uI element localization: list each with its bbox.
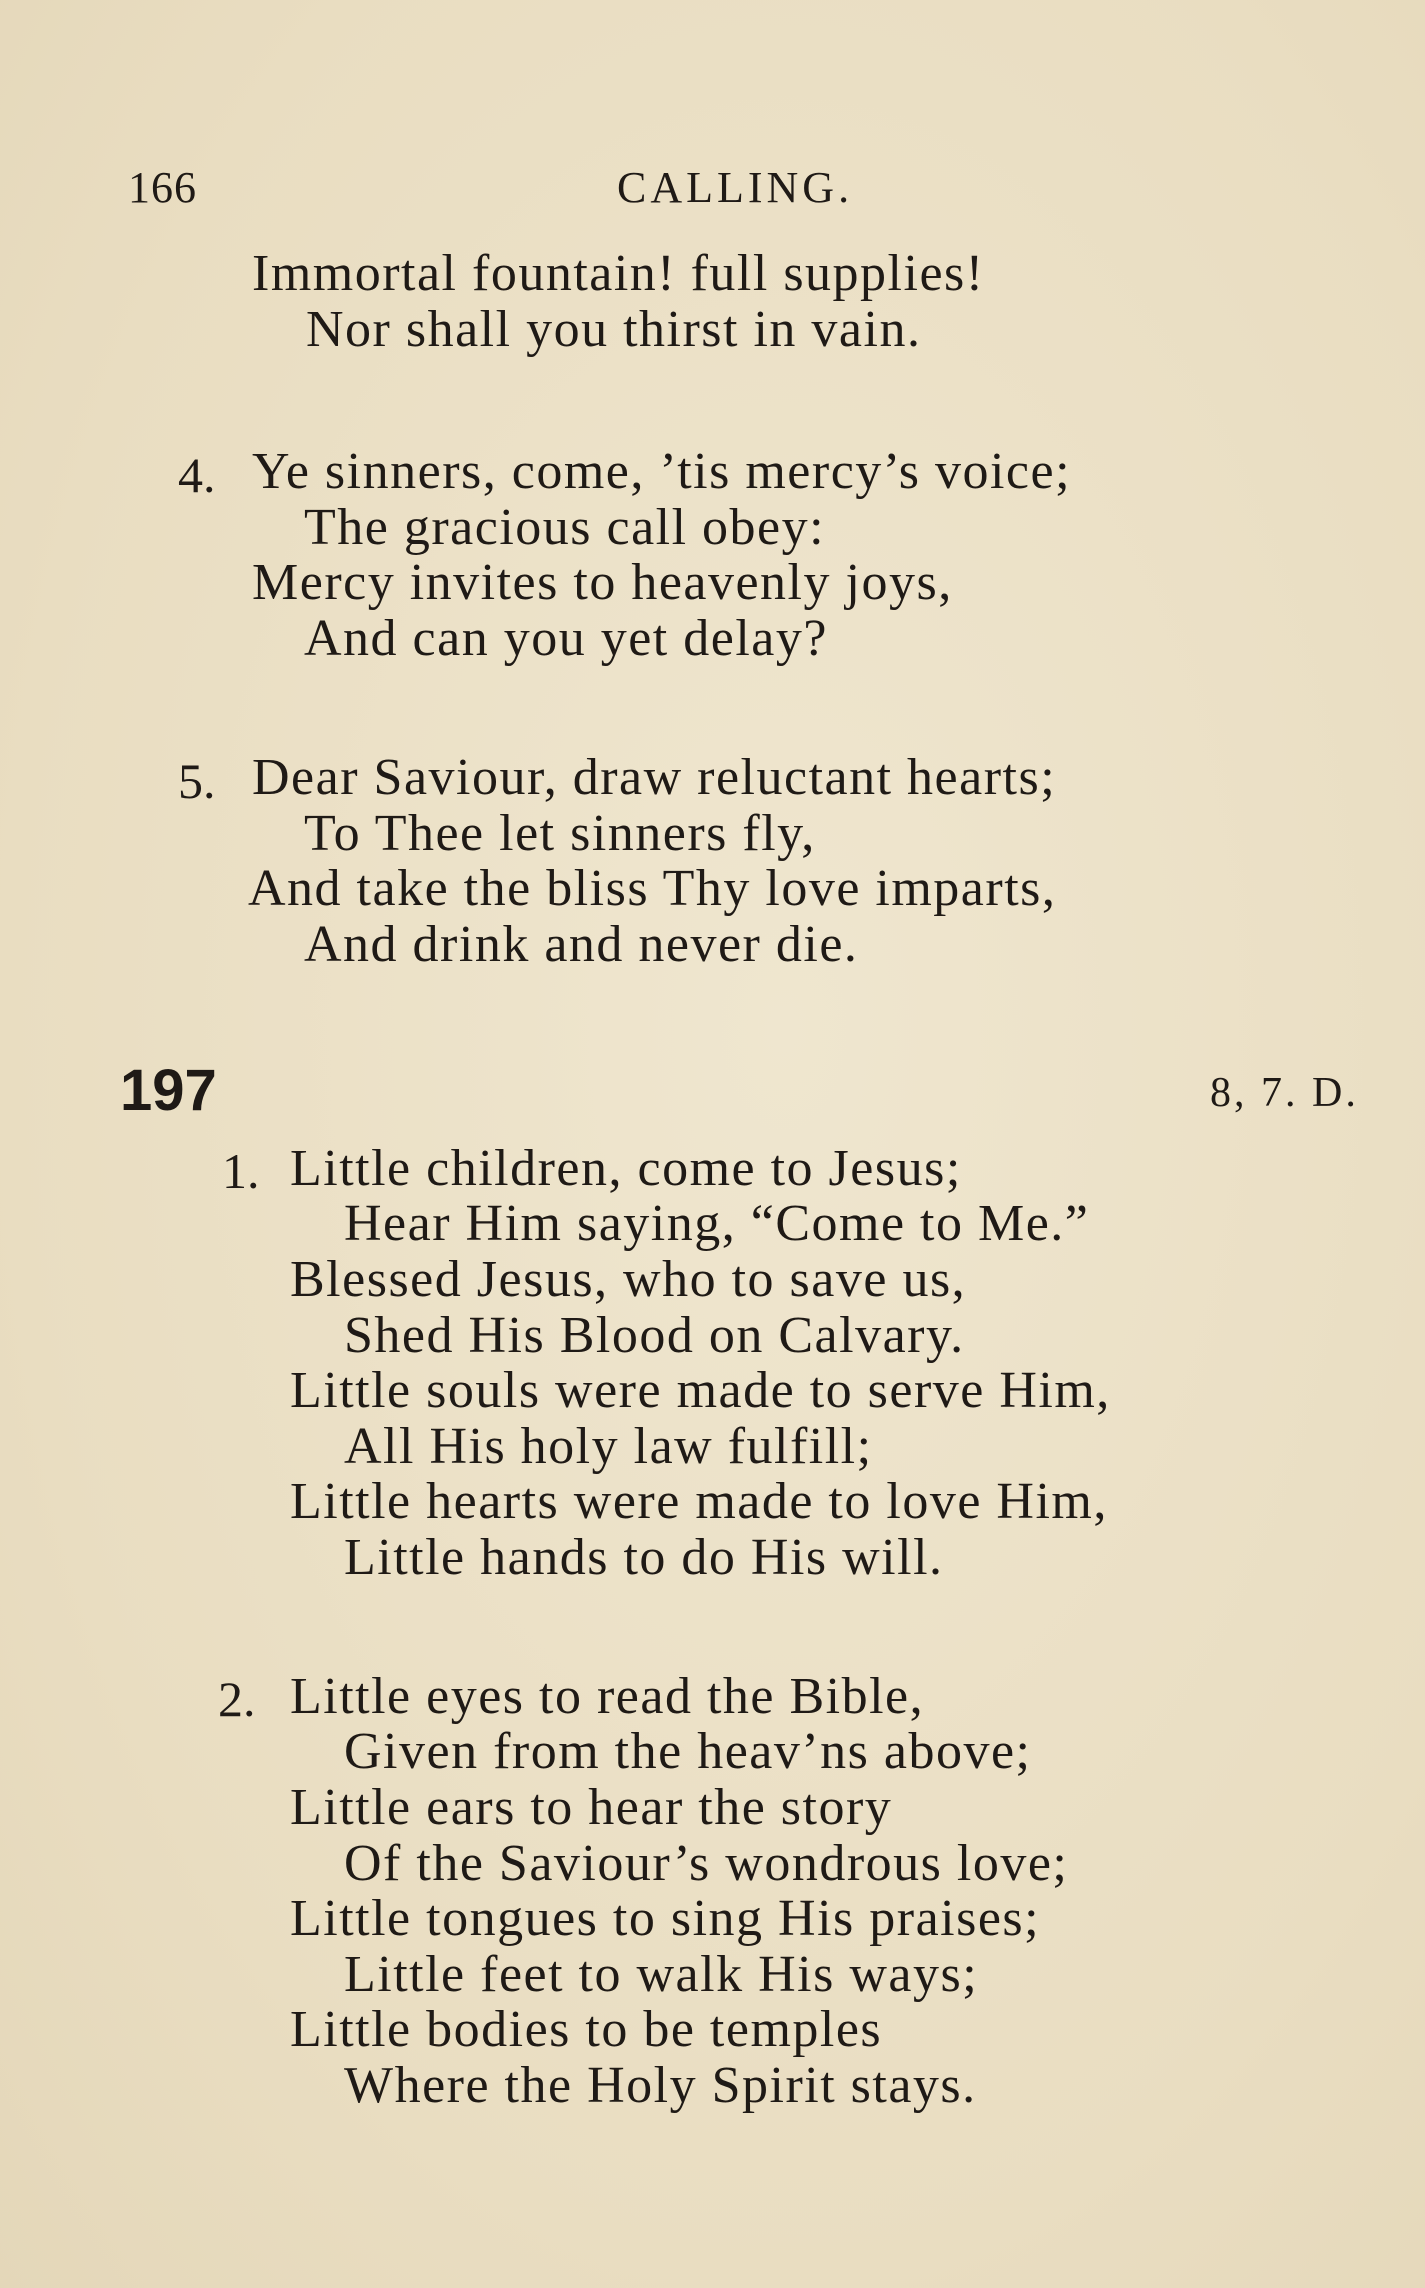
page-number: 166 bbox=[128, 163, 197, 212]
verse-number: 4. bbox=[178, 447, 216, 503]
hymn-number: 197 bbox=[120, 1058, 217, 1123]
verse-line: Little children, come to Jesus; bbox=[290, 1140, 962, 1197]
verse-number: 2. bbox=[218, 1671, 256, 1727]
verse-line: To Thee let sinners fly, bbox=[304, 805, 816, 862]
verse-line: Little ears to hear the story bbox=[290, 1779, 893, 1836]
verse-line: The gracious call obey: bbox=[304, 499, 826, 556]
verse-line: Little bodies to be temples bbox=[290, 2001, 883, 2058]
running-head: CALLING. bbox=[617, 163, 854, 212]
verse-line: Little hands to do His will. bbox=[344, 1529, 944, 1586]
verse-line: Little eyes to read the Bible, bbox=[290, 1668, 925, 1725]
verse-number: 1. bbox=[222, 1143, 260, 1199]
verse-line: Ye sinners, come, ’tis mercy’s voice; bbox=[252, 443, 1072, 500]
verse-line: Immortal fountain! full supplies! bbox=[252, 245, 985, 302]
verse-line: Blessed Jesus, who to save us, bbox=[290, 1251, 967, 1308]
verse-line: Nor shall you thirst in vain. bbox=[306, 301, 922, 358]
verse-line: Little feet to walk His ways; bbox=[344, 1946, 979, 2003]
verse-line: Shed His Blood on Calvary. bbox=[344, 1307, 965, 1364]
verse-number: 5. bbox=[178, 753, 216, 809]
verse-line: Little tongues to sing His praises; bbox=[290, 1890, 1041, 1947]
verse-line: And can you yet delay? bbox=[304, 610, 828, 667]
verse-line: All His holy law fulfill; bbox=[344, 1418, 873, 1475]
verse-line: And drink and never die. bbox=[304, 916, 859, 973]
verse-line: Hear Him saying, “Come to Me.” bbox=[344, 1195, 1090, 1252]
verse-line: Dear Saviour, draw reluctant hearts; bbox=[252, 749, 1057, 806]
hymn-meter: 8, 7. D. bbox=[1210, 1070, 1359, 1116]
page-header bbox=[0, 162, 1425, 212]
verse-line: Little hearts were made to love Him, bbox=[290, 1473, 1108, 1530]
verse-line: Little souls were made to serve Him, bbox=[290, 1362, 1111, 1419]
verse-line: Of the Saviour’s wondrous love; bbox=[344, 1835, 1069, 1892]
verse-line: And take the bliss Thy love imparts, bbox=[248, 860, 1057, 917]
verse-line: Where the Holy Spirit stays. bbox=[344, 2057, 977, 2114]
verse-line: Given from the heav’ns above; bbox=[344, 1723, 1032, 1780]
verse-line: Mercy invites to heavenly joys, bbox=[252, 554, 953, 611]
